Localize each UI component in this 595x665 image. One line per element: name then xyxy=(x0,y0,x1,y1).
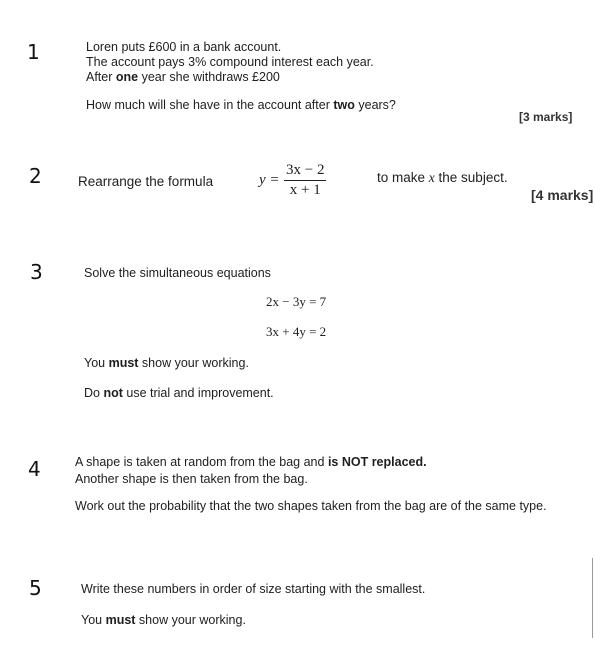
formula-numerator: 3x − 2 xyxy=(284,162,326,181)
q2-instruction: to make x the subject. xyxy=(377,170,508,185)
question-number: 2 xyxy=(29,164,42,188)
q2-formula xyxy=(259,162,326,199)
q5-line-1: Write these numbers in order of size starting with the smallest. xyxy=(81,582,426,596)
q2-text: Rearrange the formula xyxy=(78,174,214,189)
q3-text: Solve the simultaneous equations xyxy=(84,266,271,280)
q3-must: You must show your working. xyxy=(84,356,249,370)
q2-marks: [4 marks] xyxy=(531,187,594,203)
formula-fraction xyxy=(284,162,326,199)
formula-denominator: x + 1 xyxy=(289,182,321,198)
question-number: 4 xyxy=(28,457,41,481)
q4-line-3: Work out the probability that the two shapes taken from the bag are of the same type. xyxy=(75,499,547,513)
q1-line-1: Loren puts £600 in a bank account. xyxy=(86,40,282,54)
q1-marks: [3 marks] xyxy=(519,110,573,124)
formula-lhs: y = xyxy=(259,172,280,188)
question-number: 3 xyxy=(30,260,43,284)
q3-equation-1: 2x − 3y = 7 xyxy=(266,294,327,309)
q3-not: Do not use trial and improvement. xyxy=(84,386,274,400)
q3-equation-2: 3x + 4y = 2 xyxy=(266,324,327,339)
scan-edge-line xyxy=(592,558,593,638)
q1-question: How much will she have in the account after two years? xyxy=(86,98,396,112)
q1-line-3: After one year she withdraws £200 xyxy=(86,70,280,84)
q4-line-2: Another shape is then taken from the bag. xyxy=(75,472,308,486)
q4-line-1: A shape is taken at random from the bag and is NOT replaced. xyxy=(75,455,427,469)
q1-line-2: The account pays 3% compound interest each year. xyxy=(86,55,374,69)
q5-must: You must show your working. xyxy=(81,613,246,627)
question-number: 5 xyxy=(29,576,42,600)
question-number: 1 xyxy=(27,40,40,64)
